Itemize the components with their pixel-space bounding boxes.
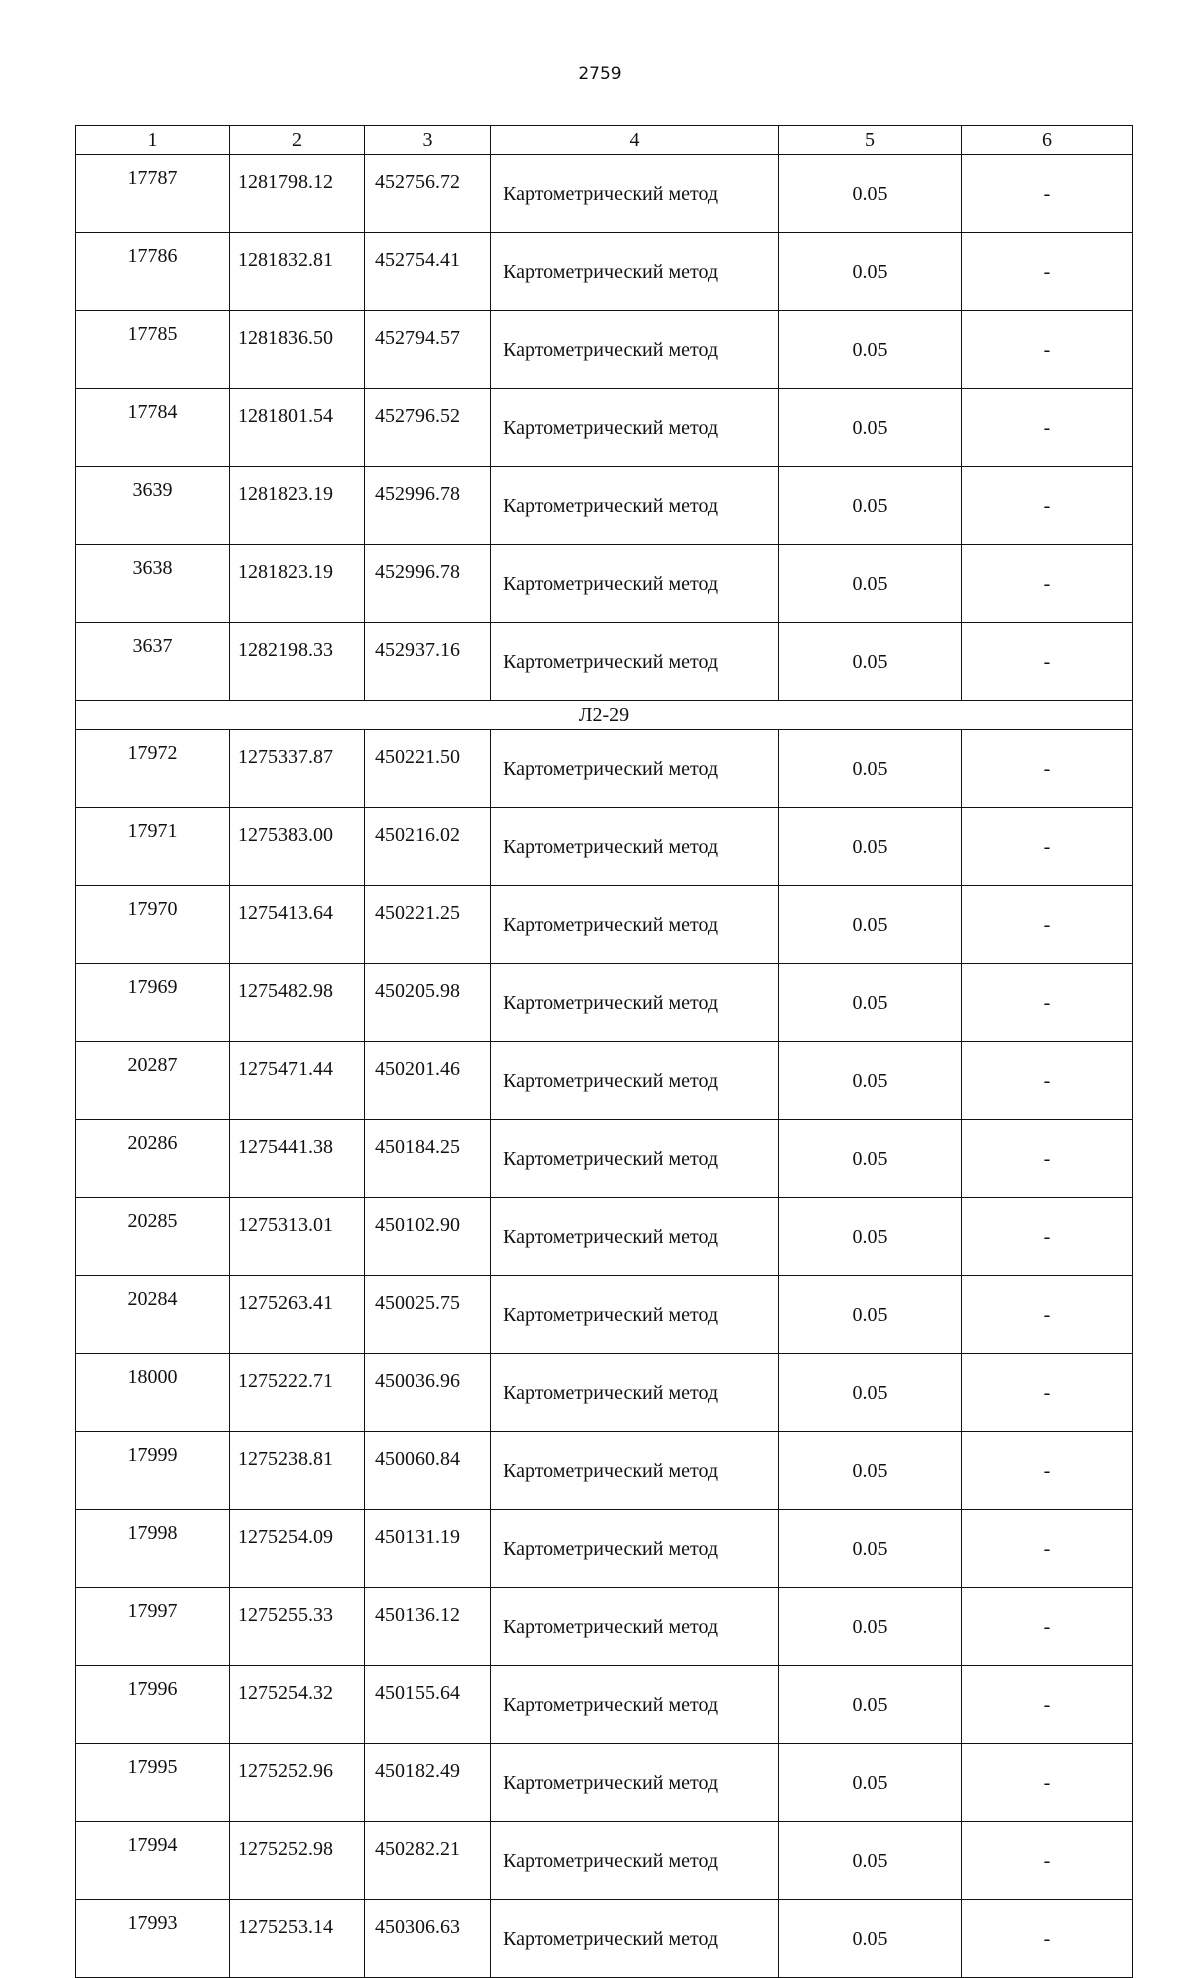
note-cell: - xyxy=(962,1822,1133,1900)
accuracy-cell: 0.05 xyxy=(779,886,962,964)
note-cell: - xyxy=(962,1120,1133,1198)
point-id-cell: 17969 xyxy=(76,964,230,1042)
x-coordinate-cell: 1281832.81 xyxy=(230,233,365,311)
column-header: 2 xyxy=(230,126,365,155)
method-cell: Картометрический метод xyxy=(491,1354,779,1432)
y-coordinate-cell: 450025.75 xyxy=(365,1276,491,1354)
table-body xyxy=(76,126,1133,1978)
x-coordinate-cell: 1275253.14 xyxy=(230,1900,365,1978)
note-cell: - xyxy=(962,1510,1133,1588)
x-coordinate-cell: 1275255.33 xyxy=(230,1588,365,1666)
note-cell: - xyxy=(962,886,1133,964)
table-row xyxy=(76,1042,1133,1120)
point-id-cell: 17972 xyxy=(76,730,230,808)
point-id-cell: 17995 xyxy=(76,1744,230,1822)
method-cell: Картометрический метод xyxy=(491,1900,779,1978)
x-coordinate-cell: 1281836.50 xyxy=(230,311,365,389)
note-cell: - xyxy=(962,730,1133,808)
point-id-cell: 17970 xyxy=(76,886,230,964)
column-header: 4 xyxy=(491,126,779,155)
accuracy-cell: 0.05 xyxy=(779,1120,962,1198)
point-id-cell: 17785 xyxy=(76,311,230,389)
table-row xyxy=(76,1744,1133,1822)
accuracy-cell: 0.05 xyxy=(779,389,962,467)
x-coordinate-cell: 1275263.41 xyxy=(230,1276,365,1354)
method-cell: Картометрический метод xyxy=(491,1822,779,1900)
x-coordinate-cell: 1275413.64 xyxy=(230,886,365,964)
point-id-cell: 18000 xyxy=(76,1354,230,1432)
y-coordinate-cell: 452996.78 xyxy=(365,545,491,623)
method-cell: Картометрический метод xyxy=(491,311,779,389)
x-coordinate-cell: 1281798.12 xyxy=(230,155,365,233)
table-row xyxy=(76,545,1133,623)
note-cell: - xyxy=(962,808,1133,886)
note-cell: - xyxy=(962,964,1133,1042)
note-cell: - xyxy=(962,1354,1133,1432)
table-row xyxy=(76,964,1133,1042)
method-cell: Картометрический метод xyxy=(491,1588,779,1666)
column-header: 6 xyxy=(962,126,1133,155)
x-coordinate-cell: 1275222.71 xyxy=(230,1354,365,1432)
note-cell: - xyxy=(962,1744,1133,1822)
x-coordinate-cell: 1275441.38 xyxy=(230,1120,365,1198)
y-coordinate-cell: 452756.72 xyxy=(365,155,491,233)
y-coordinate-cell: 450221.25 xyxy=(365,886,491,964)
x-coordinate-cell: 1275252.98 xyxy=(230,1822,365,1900)
point-id-cell: 17993 xyxy=(76,1900,230,1978)
accuracy-cell: 0.05 xyxy=(779,545,962,623)
table-row xyxy=(76,155,1133,233)
method-cell: Картометрический метод xyxy=(491,1432,779,1510)
accuracy-cell: 0.05 xyxy=(779,467,962,545)
y-coordinate-cell: 450060.84 xyxy=(365,1432,491,1510)
accuracy-cell: 0.05 xyxy=(779,1510,962,1588)
accuracy-cell: 0.05 xyxy=(779,1588,962,1666)
column-header: 3 xyxy=(365,126,491,155)
y-coordinate-cell: 450182.49 xyxy=(365,1744,491,1822)
accuracy-cell: 0.05 xyxy=(779,1198,962,1276)
table-row xyxy=(76,1900,1133,1978)
x-coordinate-cell: 1281823.19 xyxy=(230,467,365,545)
table-row xyxy=(76,623,1133,701)
y-coordinate-cell: 450282.21 xyxy=(365,1822,491,1900)
method-cell: Картометрический метод xyxy=(491,1666,779,1744)
method-cell: Картометрический метод xyxy=(491,545,779,623)
table-row xyxy=(76,1666,1133,1744)
point-id-cell: 3637 xyxy=(76,623,230,701)
table-row xyxy=(76,730,1133,808)
header-row xyxy=(76,126,1133,155)
point-id-cell: 17997 xyxy=(76,1588,230,1666)
point-id-cell: 20287 xyxy=(76,1042,230,1120)
x-coordinate-cell: 1275337.87 xyxy=(230,730,365,808)
method-cell: Картометрический метод xyxy=(491,1744,779,1822)
accuracy-cell: 0.05 xyxy=(779,808,962,886)
note-cell: - xyxy=(962,1276,1133,1354)
x-coordinate-cell: 1275252.96 xyxy=(230,1744,365,1822)
note-cell: - xyxy=(962,1042,1133,1120)
section-row xyxy=(76,701,1133,730)
accuracy-cell: 0.05 xyxy=(779,1042,962,1120)
accuracy-cell: 0.05 xyxy=(779,1276,962,1354)
note-cell: - xyxy=(962,467,1133,545)
coordinates-table xyxy=(75,125,1133,1978)
y-coordinate-cell: 450131.19 xyxy=(365,1510,491,1588)
y-coordinate-cell: 450155.64 xyxy=(365,1666,491,1744)
table-row xyxy=(76,1354,1133,1432)
note-cell: - xyxy=(962,1198,1133,1276)
table-row xyxy=(76,1120,1133,1198)
table-row xyxy=(76,808,1133,886)
table-row xyxy=(76,1588,1133,1666)
x-coordinate-cell: 1275254.09 xyxy=(230,1510,365,1588)
method-cell: Картометрический метод xyxy=(491,623,779,701)
x-coordinate-cell: 1281823.19 xyxy=(230,545,365,623)
x-coordinate-cell: 1275313.01 xyxy=(230,1198,365,1276)
y-coordinate-cell: 452794.57 xyxy=(365,311,491,389)
method-cell: Картометрический метод xyxy=(491,808,779,886)
y-coordinate-cell: 452796.52 xyxy=(365,389,491,467)
method-cell: Картометрический метод xyxy=(491,1276,779,1354)
point-id-cell: 17787 xyxy=(76,155,230,233)
accuracy-cell: 0.05 xyxy=(779,1822,962,1900)
note-cell: - xyxy=(962,155,1133,233)
point-id-cell: 17784 xyxy=(76,389,230,467)
point-id-cell: 17999 xyxy=(76,1432,230,1510)
note-cell: - xyxy=(962,623,1133,701)
table-row xyxy=(76,1198,1133,1276)
table-row xyxy=(76,467,1133,545)
note-cell: - xyxy=(962,389,1133,467)
table-row xyxy=(76,389,1133,467)
accuracy-cell: 0.05 xyxy=(779,1900,962,1978)
accuracy-cell: 0.05 xyxy=(779,1744,962,1822)
y-coordinate-cell: 450306.63 xyxy=(365,1900,491,1978)
x-coordinate-cell: 1275482.98 xyxy=(230,964,365,1042)
point-id-cell: 17996 xyxy=(76,1666,230,1744)
table-row xyxy=(76,1822,1133,1900)
note-cell: - xyxy=(962,545,1133,623)
point-id-cell: 3639 xyxy=(76,467,230,545)
y-coordinate-cell: 450036.96 xyxy=(365,1354,491,1432)
x-coordinate-cell: 1275383.00 xyxy=(230,808,365,886)
y-coordinate-cell: 452754.41 xyxy=(365,233,491,311)
table-row xyxy=(76,1510,1133,1588)
point-id-cell: 3638 xyxy=(76,545,230,623)
column-header: 5 xyxy=(779,126,962,155)
accuracy-cell: 0.05 xyxy=(779,311,962,389)
method-cell: Картометрический метод xyxy=(491,964,779,1042)
accuracy-cell: 0.05 xyxy=(779,964,962,1042)
note-cell: - xyxy=(962,1900,1133,1978)
point-id-cell: 17998 xyxy=(76,1510,230,1588)
method-cell: Картометрический метод xyxy=(491,233,779,311)
y-coordinate-cell: 450102.90 xyxy=(365,1198,491,1276)
point-id-cell: 20284 xyxy=(76,1276,230,1354)
y-coordinate-cell: 450136.12 xyxy=(365,1588,491,1666)
method-cell: Картометрический метод xyxy=(491,155,779,233)
method-cell: Картометрический метод xyxy=(491,467,779,545)
note-cell: - xyxy=(962,233,1133,311)
method-cell: Картометрический метод xyxy=(491,1198,779,1276)
point-id-cell: 17971 xyxy=(76,808,230,886)
y-coordinate-cell: 450216.02 xyxy=(365,808,491,886)
accuracy-cell: 0.05 xyxy=(779,1354,962,1432)
method-cell: Картометрический метод xyxy=(491,389,779,467)
accuracy-cell: 0.05 xyxy=(779,1666,962,1744)
y-coordinate-cell: 450205.98 xyxy=(365,964,491,1042)
x-coordinate-cell: 1275254.32 xyxy=(230,1666,365,1744)
accuracy-cell: 0.05 xyxy=(779,155,962,233)
table-row xyxy=(76,886,1133,964)
column-header: 1 xyxy=(76,126,230,155)
point-id-cell: 17786 xyxy=(76,233,230,311)
accuracy-cell: 0.05 xyxy=(779,233,962,311)
y-coordinate-cell: 452996.78 xyxy=(365,467,491,545)
table-row xyxy=(76,233,1133,311)
accuracy-cell: 0.05 xyxy=(779,1432,962,1510)
accuracy-cell: 0.05 xyxy=(779,623,962,701)
method-cell: Картометрический метод xyxy=(491,1120,779,1198)
method-cell: Картометрический метод xyxy=(491,1510,779,1588)
note-cell: - xyxy=(962,1666,1133,1744)
x-coordinate-cell: 1282198.33 xyxy=(230,623,365,701)
point-id-cell: 20286 xyxy=(76,1120,230,1198)
y-coordinate-cell: 450221.50 xyxy=(365,730,491,808)
table-row xyxy=(76,1276,1133,1354)
page-number: 2759 xyxy=(578,64,622,84)
y-coordinate-cell: 452937.16 xyxy=(365,623,491,701)
point-id-cell: 20285 xyxy=(76,1198,230,1276)
method-cell: Картометрический метод xyxy=(491,886,779,964)
accuracy-cell: 0.05 xyxy=(779,730,962,808)
note-cell: - xyxy=(962,311,1133,389)
note-cell: - xyxy=(962,1588,1133,1666)
y-coordinate-cell: 450201.46 xyxy=(365,1042,491,1120)
note-cell: - xyxy=(962,1432,1133,1510)
x-coordinate-cell: 1275471.44 xyxy=(230,1042,365,1120)
method-cell: Картометрический метод xyxy=(491,1042,779,1120)
table-row xyxy=(76,311,1133,389)
x-coordinate-cell: 1275238.81 xyxy=(230,1432,365,1510)
table-row xyxy=(76,1432,1133,1510)
x-coordinate-cell: 1281801.54 xyxy=(230,389,365,467)
section-label: Л2-29 xyxy=(76,701,1133,730)
point-id-cell: 17994 xyxy=(76,1822,230,1900)
y-coordinate-cell: 450184.25 xyxy=(365,1120,491,1198)
method-cell: Картометрический метод xyxy=(491,730,779,808)
